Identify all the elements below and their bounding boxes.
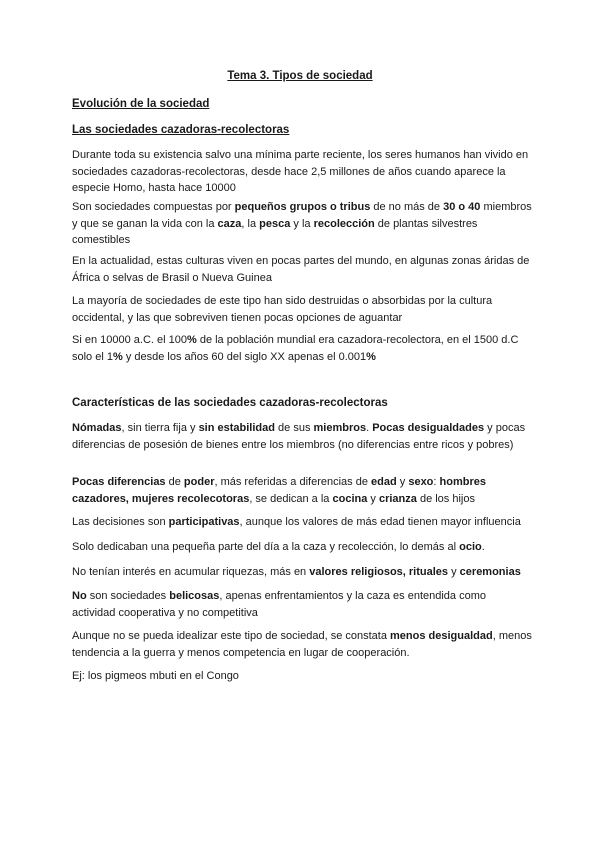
paragraph-actualidad: En la actualidad, estas culturas viven en pocas partes del mundo, en algunas zonas áridas de África o selvas de Brasil o Nueva Guinea (72, 255, 530, 284)
heading-caracteristicas: Características de las sociedades cazadoras-recolectoras (72, 397, 388, 409)
paragraph-existencia: Durante toda su existencia salvo una mínima parte reciente, los seres humanos han vivido en sociedades cazadoras-recolectoras, desde hace 2,5 millones de años cuando aparece la especie Homo, hasta hace 10000 (72, 149, 529, 194)
heading-evolucion: Evolución de la sociedad (72, 98, 210, 110)
paragraph-composicion: Son sociedades compuestas por pequeños grupos o tribus de no más de 30 o 40 miembros y que se ganan la vida con la caza, la pesca y la recolección de plantas silvestres comestibles (72, 201, 532, 246)
paragraph-diferencias: Pocas diferencias de poder, más referidas a diferencias de edad y sexo: hombres cazadores, mujeres recolecotoras, se dedican a la cocina y crianza de los hijos (72, 476, 486, 505)
paragraph-belicosas: No son sociedades belicosas, apenas enfrentamientos y la caza es entendida como actividad cooperativa y no competitiva (72, 590, 486, 619)
paragraph-porcentajes: Si en 10000 a.C. el 100% de la población mundial era cazadora-recolectora, en el 1500 d.C solo el 1% y desde los años 60 del siglo XX apenas el 0.001% (72, 334, 519, 363)
paragraph-idealizar: Aunque no se pueda idealizar este tipo de sociedad, se constata menos desigualdad, menos tendencia a la guerra y menos competencia en lugar de cooperación. (72, 630, 532, 659)
paragraph-ocio: Solo dedicaban una pequeña parte del día a la caza y recolección, lo demás al ocio. (72, 541, 485, 553)
paragraph-decisiones: Las decisiones son participativas, aunque los valores de más edad tienen mayor influencia (72, 516, 521, 528)
paragraph-ejemplo: Ej: los pigmeos mbuti en el Congo (72, 670, 239, 682)
paragraph-riquezas: No tenían interés en acumular riquezas, más en valores religiosos, rituales y ceremonias (72, 566, 521, 578)
page-title: Tema 3. Tipos de sociedad (227, 70, 373, 82)
heading-cazadoras: Las sociedades cazadoras-recolectoras (72, 124, 290, 136)
paragraph-destruidas: La mayoría de sociedades de este tipo han sido destruidas o absorbidas por la cultura occidental, y las que sobreviven tienen pocas opciones de aguantar (72, 295, 493, 324)
paragraph-nomadas: Nómadas, sin tierra fija y sin estabilidad de sus miembros. Pocas desigualdades y pocas diferencias de posesión de bienes entre los miembros (no diferencias entre ricos y pobres) (72, 422, 526, 451)
